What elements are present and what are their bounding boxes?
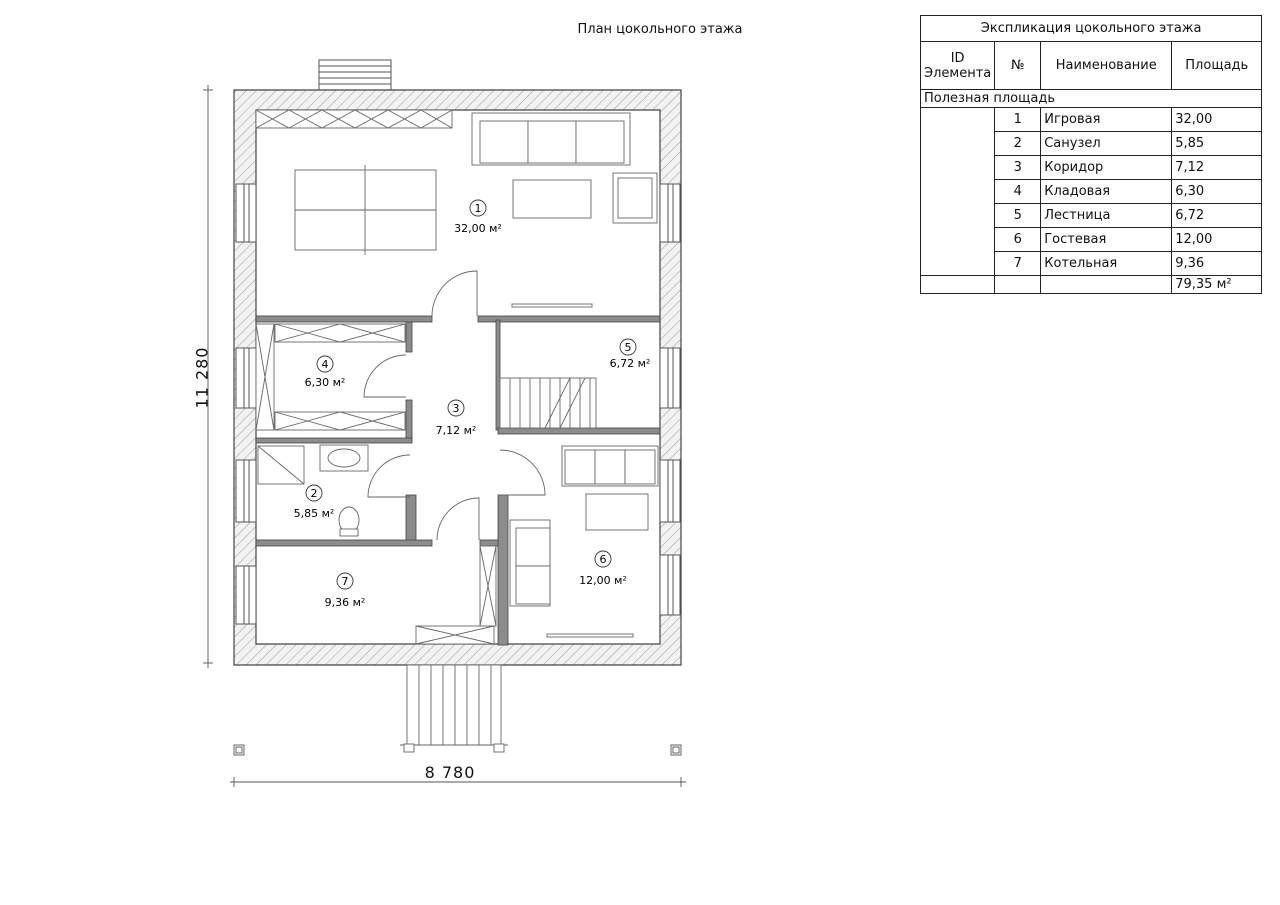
total-empty-1 — [921, 276, 995, 294]
svg-text:4: 4 — [321, 358, 329, 371]
svg-text:5,85 м²: 5,85 м² — [293, 507, 335, 520]
row-name: Лестница — [1041, 204, 1172, 228]
svg-text:7,12 м²: 7,12 м² — [435, 424, 477, 437]
row-area: 12,00 — [1172, 228, 1262, 252]
row-area: 6,30 — [1172, 180, 1262, 204]
row-num: 2 — [995, 132, 1041, 156]
room-marker-1 — [454, 200, 502, 235]
row-area: 5,85 — [1172, 132, 1262, 156]
room1-furniture — [256, 110, 657, 316]
room2-furniture — [258, 445, 410, 536]
row-area: 6,72 — [1172, 204, 1262, 228]
table-row — [921, 108, 1262, 132]
svg-text:6: 6 — [599, 553, 607, 566]
row-name: Гостевая — [1041, 228, 1172, 252]
header-num: № — [995, 42, 1041, 90]
chimney — [319, 60, 391, 90]
svg-text:5: 5 — [624, 341, 632, 354]
group-label: Полезная площадь — [921, 90, 1262, 108]
header-area: Площадь — [1172, 42, 1262, 90]
room-marker-3 — [436, 400, 477, 437]
row-name: Коридор — [1041, 156, 1172, 180]
room6-furniture — [510, 446, 658, 637]
room5-stairs — [500, 378, 596, 428]
row-num: 1 — [995, 108, 1041, 132]
id-cell — [921, 108, 995, 276]
room-marker-4 — [305, 356, 346, 389]
row-num: 6 — [995, 228, 1041, 252]
total-empty-2 — [995, 276, 1041, 294]
room7-furniture — [416, 546, 496, 644]
explication-table — [920, 15, 1262, 294]
table-title: Экспликация цокольного этажа — [921, 16, 1262, 42]
row-num: 3 — [995, 156, 1041, 180]
width-dimension: 8 780 — [424, 763, 476, 782]
header-id: ID Элемента — [921, 42, 995, 90]
total-row — [921, 276, 1262, 294]
header-name: Наименование — [1041, 42, 1172, 90]
svg-text:32,00 м²: 32,00 м² — [454, 222, 502, 235]
row-num: 4 — [995, 180, 1041, 204]
svg-text:12,00 м²: 12,00 м² — [579, 574, 627, 587]
row-num: 5 — [995, 204, 1041, 228]
svg-text:1: 1 — [474, 202, 482, 215]
svg-text:6,72 м²: 6,72 м² — [609, 357, 651, 370]
row-name: Игровая — [1041, 108, 1172, 132]
room-marker-5 — [610, 339, 651, 370]
room-marker-2 — [294, 485, 335, 520]
row-area: 32,00 — [1172, 108, 1262, 132]
plan-title: План цокольного этажа — [577, 22, 743, 37]
row-name: Котельная — [1041, 252, 1172, 276]
total-empty-3 — [1041, 276, 1172, 294]
room-marker-6 — [579, 551, 627, 587]
row-num: 7 — [995, 252, 1041, 276]
row-name: Кладовая — [1041, 180, 1172, 204]
room-marker-7 — [325, 573, 366, 609]
row-area: 7,12 — [1172, 156, 1262, 180]
row-area: 9,36 — [1172, 252, 1262, 276]
svg-text:9,36 м²: 9,36 м² — [324, 596, 366, 609]
height-dimension: 11 280 — [192, 346, 212, 409]
svg-text:3: 3 — [452, 402, 460, 415]
total-area: 79,35 м² — [1172, 276, 1262, 294]
svg-text:7: 7 — [341, 575, 349, 588]
row-name: Санузел — [1041, 132, 1172, 156]
svg-text:6,30 м²: 6,30 м² — [304, 376, 346, 389]
svg-text:2: 2 — [310, 487, 318, 500]
entrance-steps — [400, 665, 508, 752]
